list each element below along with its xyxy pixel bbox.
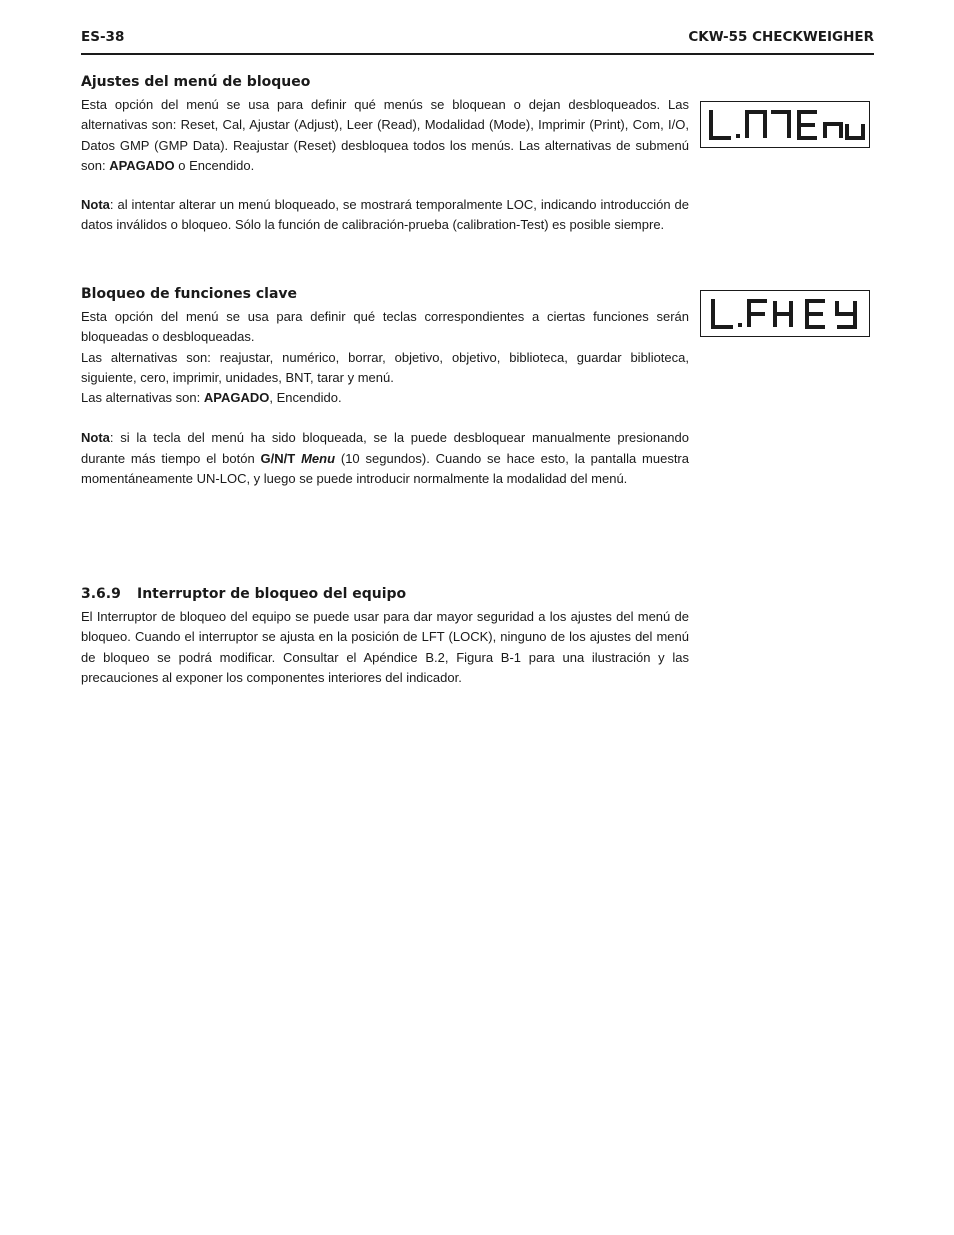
option-off: APAGADO	[203, 390, 270, 406]
note: Nota: si la tecla del menú ha sido bloqueada, se la puede desbloquear manualmente presionando durante más tiempo el botón G/N/T Menu (10 segundos). Cuando se hace esto, la pantalla muestra momentáneamente UN-LOC, y luego se puede introducir normalmente la modalidad del menú.	[81, 430, 689, 487]
lcd-segment-graphic-lfkey	[701, 291, 868, 335]
section-title-equipment-lock	[81, 586, 406, 602]
section-body-menu-lock	[81, 95, 689, 236]
paragraph: Las alternativas son: APAGADO, Encendido.	[81, 390, 342, 406]
paragraph: Las alternativas son: reajustar, numérico, borrar, objetivo, objetivo, biblioteca, guardar biblioteca, siguiente, cero, imprimir, unidades, BNT, tarar y menú.	[81, 349, 689, 385]
page-number: ES-38	[81, 29, 125, 45]
key-label: G/N/T	[260, 450, 296, 466]
key-label-menu: Menu	[301, 450, 336, 466]
option-off: APAGADO	[109, 157, 175, 173]
section-number: 3.6.9	[81, 586, 121, 602]
note: Nota: al intentar alterar un menú bloqueado, se mostrará temporalmente LOC, indicando introducción de datos inválidos o bloqueo. Sólo la función de calibración-prueba (calibration-Test) es posible siempre.	[81, 197, 689, 233]
section-body-key-lock	[81, 307, 689, 489]
section-title-text: Interruptor de bloqueo del equipo	[137, 586, 407, 602]
lcd-display-lmenu	[700, 101, 870, 148]
note-label: Nota	[81, 197, 110, 213]
paragraph: Esta opción del menú se usa para definir qué menús se bloquean o dejan desbloqueados. Las alternativas son: Reset, Cal, Ajustar (Adjust), Leer (Read), Modalidad (Mode), Imprimir (Print), Com, I/O, Datos GMP (GMP Data). Reajustar (Reset) desbloquea todos los menús. Las alternativas de submenú son: APAGADO o Encendido.	[81, 97, 689, 173]
page-header	[81, 29, 874, 55]
paragraph: El Interruptor de bloqueo del equipo se puede usar para dar mayor seguridad a los ajustes del menú de bloqueo. Cuando el interruptor se ajusta en la posición de LFT (LOCK), ninguno de los ajustes del menú de bloqueo se podrá modificar. Consultar el Apéndice B.2, Figura B-1 para una ilustración y las precauciones al exponer los componentes interiores del indicador.	[81, 609, 689, 685]
lcd-display-lfkey	[700, 290, 870, 337]
section-title-menu-lock: Ajustes del menú de bloqueo	[81, 74, 311, 90]
section-body-equipment-lock	[81, 607, 689, 688]
note-label: Nota	[81, 430, 110, 446]
document-title: CKW-55 CHECKWEIGHER	[688, 29, 874, 45]
lcd-segment-graphic-lmenu	[701, 102, 868, 146]
section-title-key-lock: Bloqueo de funciones clave	[81, 286, 298, 302]
paragraph: Esta opción del menú se usa para definir qué teclas correspondientes a ciertas funciones serán bloqueadas o desbloqueadas.	[81, 309, 689, 345]
